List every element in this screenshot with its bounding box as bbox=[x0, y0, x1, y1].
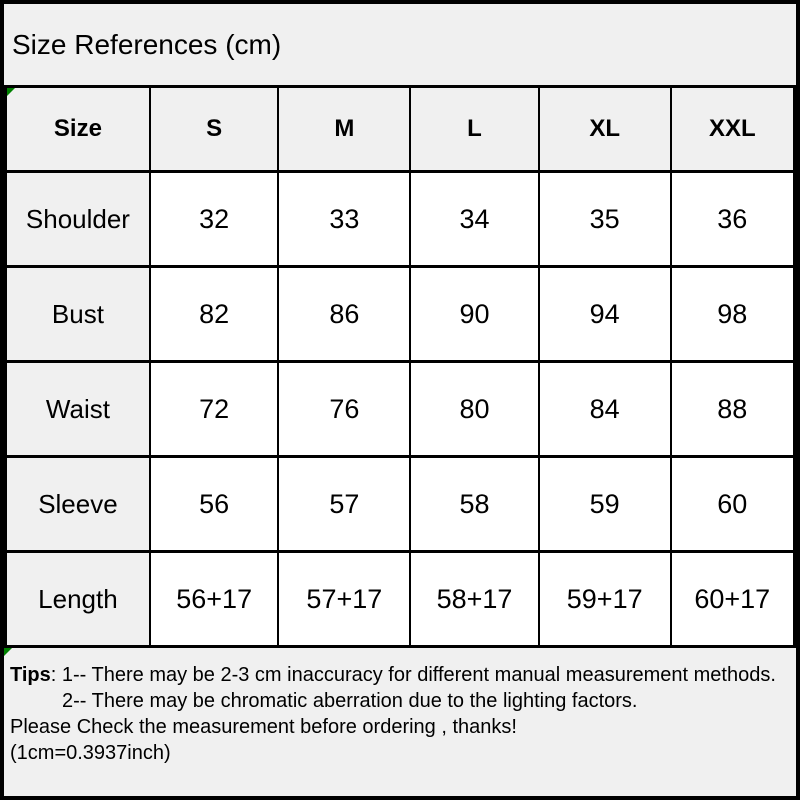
page-title: Size References (cm) bbox=[12, 28, 282, 60]
size-cell: 58+17 bbox=[410, 552, 539, 647]
size-cell: 60 bbox=[671, 457, 795, 552]
tips-line-1-text: : 1-- There may be 2-3 cm inaccuracy for different manual measurement methods. bbox=[50, 664, 776, 686]
size-cell: 57+17 bbox=[278, 552, 410, 647]
table-row-bust bbox=[6, 267, 795, 362]
size-cell: 88 bbox=[671, 362, 795, 457]
size-cell: 82 bbox=[150, 267, 279, 362]
size-cell: 72 bbox=[150, 362, 279, 457]
conversion-line: (1cm=0.3937inch) bbox=[10, 742, 171, 764]
size-cell: 98 bbox=[671, 267, 795, 362]
check-measurement-line: Please Check the measurement before ordering , thanks! bbox=[10, 716, 517, 738]
column-header-xl: XL bbox=[539, 87, 671, 172]
size-cell: 60+17 bbox=[671, 552, 795, 647]
size-cell: 86 bbox=[278, 267, 410, 362]
table-row-sleeve bbox=[6, 457, 795, 552]
size-cell: 32 bbox=[150, 172, 279, 267]
size-cell: 34 bbox=[410, 172, 539, 267]
row-label: Bust bbox=[6, 267, 150, 362]
excel-error-triangle-icon bbox=[7, 88, 15, 96]
size-cell: 59+17 bbox=[539, 552, 671, 647]
column-header-label: Size bbox=[53, 115, 102, 142]
size-cell: 76 bbox=[278, 362, 410, 457]
tips-line-1 bbox=[10, 662, 790, 688]
row-label: Length bbox=[6, 552, 150, 647]
size-cell: 94 bbox=[539, 267, 671, 362]
size-cell: 58 bbox=[410, 457, 539, 552]
column-header-l: L bbox=[410, 87, 539, 172]
size-cell: 90 bbox=[410, 267, 539, 362]
size-cell: 56 bbox=[150, 457, 279, 552]
size-cell: 57 bbox=[278, 457, 410, 552]
size-cell: 36 bbox=[671, 172, 795, 267]
table-row-waist bbox=[6, 362, 795, 457]
size-cell: 33 bbox=[278, 172, 410, 267]
row-label: Shoulder bbox=[6, 172, 150, 267]
size-cell: 80 bbox=[410, 362, 539, 457]
notes-section bbox=[4, 648, 796, 766]
size-cell: 56+17 bbox=[150, 552, 279, 647]
tips-label: Tips bbox=[10, 664, 51, 686]
size-cell: 59 bbox=[539, 457, 671, 552]
row-label: Sleeve bbox=[6, 457, 150, 552]
column-header-s: S bbox=[150, 87, 279, 172]
table-header-row bbox=[6, 87, 795, 172]
table-row-length bbox=[6, 552, 795, 647]
size-cell: 84 bbox=[539, 362, 671, 457]
column-header-m: M bbox=[278, 87, 410, 172]
size-reference-table bbox=[4, 85, 796, 648]
column-header-xxl: XXL bbox=[671, 87, 795, 172]
excel-error-triangle-icon bbox=[4, 648, 12, 656]
table-row-shoulder bbox=[6, 172, 795, 267]
title-bar bbox=[4, 4, 796, 85]
tips-line-2: 2-- There may be chromatic aberration due to the lighting factors. bbox=[62, 690, 638, 712]
row-label: Waist bbox=[6, 362, 150, 457]
size-cell: 35 bbox=[539, 172, 671, 267]
column-header-size bbox=[6, 87, 150, 172]
